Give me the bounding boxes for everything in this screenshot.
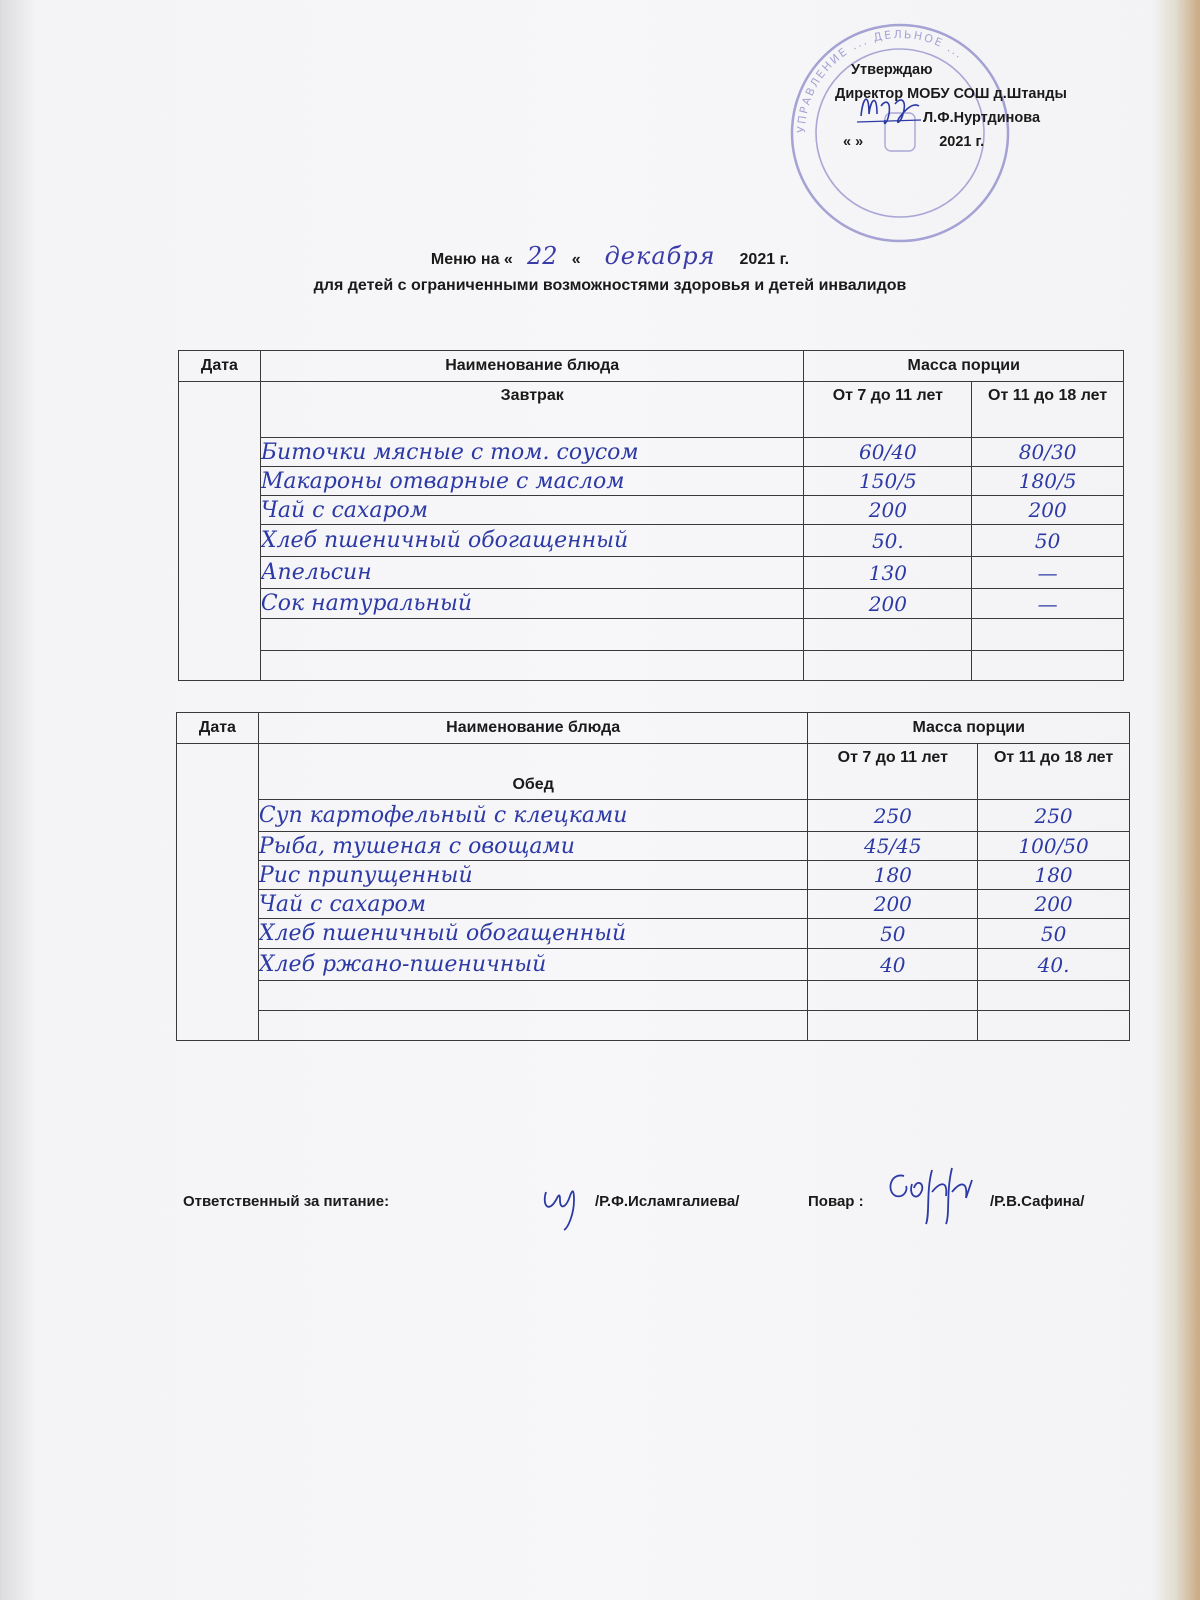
portion-11-18: 180/5: [972, 467, 1124, 496]
approval-date: [835, 130, 1135, 154]
responsible-label: Ответственный за питание:: [183, 1193, 390, 1210]
portion-7-11: 200: [808, 890, 978, 919]
portion-7-11: [808, 981, 978, 1011]
approval-date-quotes: « »: [843, 134, 864, 150]
title-subtitle: для детей с ограниченными возможностями здоровья и детей инвалидов: [313, 277, 907, 294]
responsible-signature: [538, 1170, 594, 1232]
portion-11-18: [978, 981, 1130, 1011]
lunch-table: [176, 712, 1130, 1041]
portion-11-18: 50: [978, 919, 1130, 949]
cook-label: Повар :: [808, 1193, 864, 1210]
director-signature: [855, 84, 925, 132]
header-date: Дата: [179, 351, 261, 382]
portion-7-11: 45/45: [808, 832, 978, 861]
dish-name: Чай с сахаром: [260, 496, 804, 525]
portion-7-11: 40: [808, 949, 978, 981]
portion-7-11: 180: [808, 861, 978, 890]
dish-name: Биточки мясные с том. соусом: [260, 438, 804, 467]
title-day: 22: [526, 242, 558, 270]
portion-7-11: 150/5: [804, 467, 972, 496]
portion-7-11: 200: [804, 496, 972, 525]
portion-11-18: —: [972, 589, 1124, 619]
dish-name: [260, 651, 804, 681]
portion-11-18: —: [972, 557, 1124, 589]
menu-title: [10, 243, 1200, 297]
portion-11-18: 200: [972, 496, 1124, 525]
cook-signature: [882, 1162, 982, 1228]
header-dish: Наименование блюда: [260, 351, 804, 382]
portion-11-18: 180: [978, 861, 1130, 890]
meal-label-breakfast: Завтрак: [260, 382, 804, 438]
dish-name: Рыба, тушеная с овощами: [258, 832, 808, 861]
dish-name: Чай с сахаром: [258, 890, 808, 919]
header-age1: От 7 до 11 лет: [804, 382, 972, 438]
header-age2: От 11 до 18 лет: [978, 744, 1130, 800]
dish-name: Рис припущенный: [258, 861, 808, 890]
dish-name: Суп картофельный с клецками: [258, 800, 808, 832]
portion-7-11: 130: [804, 557, 972, 589]
approval-date-year: 2021 г.: [939, 134, 985, 150]
responsible-name: /Р.Ф.Исламгалиева/: [595, 1193, 740, 1210]
portion-11-18: 80/30: [972, 438, 1124, 467]
cook-name: /Р.В.Сафина/: [990, 1193, 1085, 1210]
header-mass: Масса порции: [804, 351, 1124, 382]
dish-name: [260, 619, 804, 651]
date-cell: [179, 382, 261, 681]
approval-name: Л.Ф.Нуртдинова: [923, 110, 1041, 126]
portion-7-11: 250: [808, 800, 978, 832]
date-cell: [177, 744, 259, 1041]
portion-7-11: [804, 651, 972, 681]
dish-name: Макароны отварные с маслом: [260, 467, 804, 496]
approval-title: Утверждаю: [851, 62, 933, 78]
dish-name: Хлеб ржано-пшеничный: [258, 949, 808, 981]
dish-name: [258, 981, 808, 1011]
header-date: Дата: [177, 713, 259, 744]
breakfast-table: [178, 350, 1124, 681]
portion-11-18: 100/50: [978, 832, 1130, 861]
title-year: 2021 г.: [739, 251, 790, 268]
title-mid: «: [571, 251, 581, 268]
menu-document: [10, 0, 1180, 1600]
portion-7-11: [808, 1011, 978, 1041]
portion-7-11: 200: [804, 589, 972, 619]
portion-7-11: 50.: [804, 525, 972, 557]
portion-11-18: [972, 651, 1124, 681]
meal-label-lunch: Обед: [258, 744, 808, 800]
header-dish: Наименование блюда: [258, 713, 808, 744]
title-month: декабря: [604, 242, 716, 270]
dish-name: [258, 1011, 808, 1041]
dish-name: Сок натуральный: [260, 589, 804, 619]
portion-11-18: [978, 1011, 1130, 1041]
stamp-text: УПРАВЛЕНИЕ ... ДЕЛЬНОЕ ...: [794, 27, 967, 134]
portion-11-18: 200: [978, 890, 1130, 919]
dish-name: Апельсин: [260, 557, 804, 589]
portion-11-18: 250: [978, 800, 1130, 832]
dish-name: Хлеб пшеничный обогащенный: [260, 525, 804, 557]
portion-11-18: [972, 619, 1124, 651]
header-age2: От 11 до 18 лет: [972, 382, 1124, 438]
header-age1: От 7 до 11 лет: [808, 744, 978, 800]
title-prefix: Меню на «: [430, 251, 513, 268]
dish-name: Хлеб пшеничный обогащенный: [258, 919, 808, 949]
portion-11-18: 50: [972, 525, 1124, 557]
portion-11-18: 40.: [978, 949, 1130, 981]
portion-7-11: 60/40: [804, 438, 972, 467]
header-mass: Масса порции: [808, 713, 1130, 744]
portion-7-11: 50: [808, 919, 978, 949]
approval-director: Директор МОБУ СОШ д.Штанды: [835, 86, 1067, 102]
portion-7-11: [804, 619, 972, 651]
